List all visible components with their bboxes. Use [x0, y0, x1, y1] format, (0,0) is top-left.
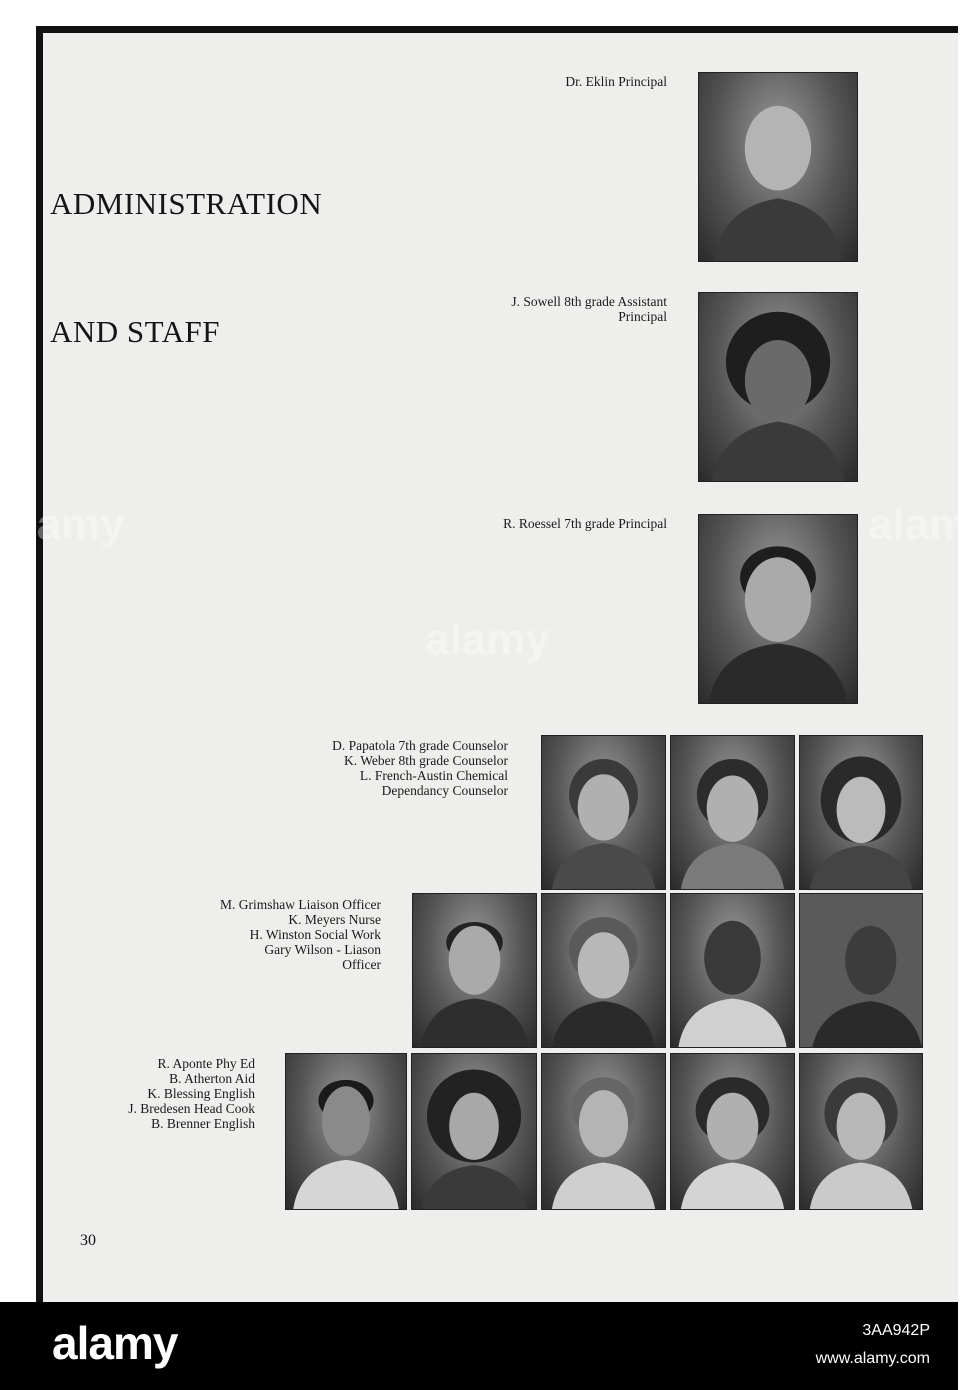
page-number: 30 — [80, 1232, 96, 1249]
watermark: alamy — [425, 615, 550, 664]
alamy-logo: alamy — [52, 1317, 178, 1369]
portrait-photo — [698, 514, 858, 704]
portrait-photo — [541, 735, 666, 890]
section-heading-line2: AND STAFF — [50, 314, 220, 349]
site-url: www.alamy.com — [815, 1350, 930, 1367]
watermark: alam — [868, 500, 968, 549]
portrait-photo — [698, 292, 858, 482]
portrait-photo — [698, 72, 858, 262]
watermark: alamy — [0, 500, 125, 549]
portrait-photo — [799, 735, 923, 890]
caption-roessel: R. Roessel 7th grade Principal — [503, 516, 667, 531]
caption-row3: R. Aponte Phy Ed B. Atherton Aid K. Blessing English J. Bredesen Head Cook B. Brenner English — [128, 1056, 255, 1131]
image-id: 3AA942P — [862, 1322, 930, 1339]
portrait-photo — [670, 735, 795, 890]
portrait-photo — [670, 1053, 795, 1210]
caption-eklin: Dr. Eklin Principal — [565, 74, 667, 89]
portrait-photo — [541, 893, 666, 1048]
portrait-photo — [541, 1053, 666, 1210]
caption-row2: M. Grimshaw Liaison Officer K. Meyers Nurse H. Winston Social Work Gary Wilson - Liason Officer — [220, 897, 381, 972]
portrait-photo — [670, 893, 795, 1048]
portrait-photo — [412, 893, 537, 1048]
caption-sowell: J. Sowell 8th grade Assistant Principal — [511, 294, 667, 324]
portrait-photo — [799, 893, 923, 1048]
portrait-photo — [411, 1053, 537, 1210]
caption-row1: D. Papatola 7th grade Counselor K. Weber 8th grade Counselor L. French-Austin Chemical Dependancy Counselor — [332, 738, 508, 798]
section-heading-line1: ADMINISTRATION — [50, 186, 323, 221]
portrait-photo — [285, 1053, 407, 1210]
portrait-photo — [799, 1053, 923, 1210]
